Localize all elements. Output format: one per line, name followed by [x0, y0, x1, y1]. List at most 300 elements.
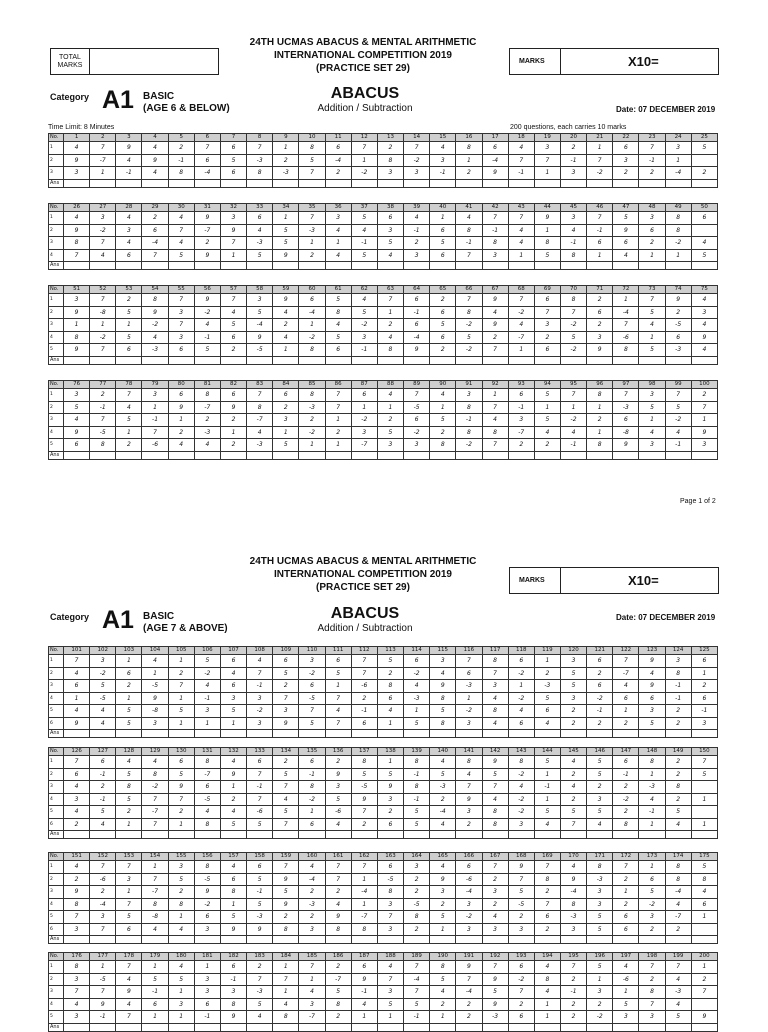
- number-cell: 3: [116, 224, 142, 237]
- answer-cell[interactable]: [508, 262, 534, 270]
- number-cell: 3: [325, 781, 351, 794]
- answer-cell[interactable]: [560, 262, 586, 270]
- answer-cell[interactable]: [64, 262, 90, 270]
- answer-cell[interactable]: [534, 179, 560, 187]
- number-cell: 5: [168, 973, 194, 986]
- answer-cell[interactable]: [194, 451, 220, 459]
- number-cell: 4: [168, 439, 194, 452]
- answer-cell[interactable]: [351, 356, 377, 364]
- number-cell: 5: [273, 806, 299, 819]
- number-cell: 7: [482, 781, 508, 794]
- answer-cell[interactable]: [377, 730, 403, 738]
- ans-label: Ans: [49, 730, 64, 738]
- answer-cell[interactable]: [613, 179, 639, 187]
- number-cell: 2: [377, 414, 403, 427]
- number-cell: 1: [534, 224, 560, 237]
- answer-cell[interactable]: [116, 262, 142, 270]
- answer-cell[interactable]: [168, 831, 194, 839]
- answer-cell[interactable]: [508, 179, 534, 187]
- number-cell: 4: [613, 680, 639, 693]
- answer-cell[interactable]: [665, 1023, 691, 1031]
- question-number: 139: [404, 748, 430, 756]
- answer-cell[interactable]: [587, 356, 613, 364]
- row-index: 2: [49, 401, 64, 414]
- answer-cell[interactable]: [377, 179, 403, 187]
- answer-cell[interactable]: [194, 262, 220, 270]
- answer-cell[interactable]: [351, 179, 377, 187]
- number-cell: 1: [116, 426, 142, 439]
- answer-cell[interactable]: [168, 1023, 194, 1031]
- answer-cell[interactable]: [273, 1023, 299, 1031]
- answer-cell[interactable]: [665, 730, 691, 738]
- number-cell: 1: [194, 961, 220, 974]
- answer-cell[interactable]: [456, 451, 482, 459]
- answer-cell[interactable]: [404, 179, 430, 187]
- answer-cell[interactable]: [613, 356, 639, 364]
- answer-cell[interactable]: [299, 179, 325, 187]
- answer-cell[interactable]: [482, 179, 508, 187]
- answer-cell[interactable]: [691, 451, 717, 459]
- answer-cell[interactable]: [194, 831, 220, 839]
- number-cell: -4: [430, 806, 456, 819]
- answer-cell[interactable]: [64, 730, 90, 738]
- answer-cell[interactable]: [639, 730, 665, 738]
- answer-cell[interactable]: [691, 730, 717, 738]
- number-cell: 3: [377, 898, 403, 911]
- answer-cell[interactable]: [560, 730, 586, 738]
- answer-cell[interactable]: [456, 831, 482, 839]
- number-cell: 7: [560, 818, 586, 831]
- answer-cell[interactable]: [639, 831, 665, 839]
- answer-cell[interactable]: [508, 1023, 534, 1031]
- answer-cell[interactable]: [168, 356, 194, 364]
- question-number: 197: [613, 953, 639, 961]
- number-cell: -3: [613, 401, 639, 414]
- answer-cell[interactable]: [116, 451, 142, 459]
- answer-cell[interactable]: [325, 262, 351, 270]
- number-cell: 4: [639, 426, 665, 439]
- answer-cell[interactable]: [639, 1023, 665, 1031]
- answer-cell[interactable]: [482, 356, 508, 364]
- answer-cell[interactable]: [534, 730, 560, 738]
- answer-cell[interactable]: [64, 179, 90, 187]
- number-cell: 6: [325, 142, 351, 155]
- number-cell: 2: [665, 306, 691, 319]
- answer-cell[interactable]: [404, 451, 430, 459]
- answer-cell[interactable]: [482, 730, 508, 738]
- number-cell: 2: [64, 818, 90, 831]
- number-cell: -2: [247, 705, 273, 718]
- answer-cell[interactable]: [220, 451, 246, 459]
- number-cell: 7: [560, 961, 586, 974]
- answer-cell[interactable]: [404, 1023, 430, 1031]
- answer-cell[interactable]: [64, 936, 90, 944]
- number-cell: 4: [691, 886, 717, 899]
- answer-cell[interactable]: [587, 1023, 613, 1031]
- number-cell: 4: [560, 224, 586, 237]
- number-cell: 8: [482, 705, 508, 718]
- number-cell: -1: [404, 768, 430, 781]
- answer-cell[interactable]: [587, 262, 613, 270]
- answer-cell[interactable]: [273, 356, 299, 364]
- number-cell: 1: [534, 998, 560, 1011]
- number-cell: 2: [377, 667, 403, 680]
- answer-cell[interactable]: [482, 831, 508, 839]
- question-number: 132: [220, 748, 246, 756]
- number-cell: 9: [64, 886, 90, 899]
- number-cell: -1: [508, 401, 534, 414]
- table-row: [49, 294, 718, 307]
- answer-cell[interactable]: [299, 1023, 325, 1031]
- number-cell: 8: [456, 142, 482, 155]
- answer-cell[interactable]: [430, 451, 456, 459]
- answer-cell[interactable]: [325, 356, 351, 364]
- answer-cell[interactable]: [665, 262, 691, 270]
- answer-cell[interactable]: [560, 1023, 586, 1031]
- number-cell: 1: [116, 655, 142, 668]
- answer-cell[interactable]: [220, 1023, 246, 1031]
- number-cell: 4: [194, 680, 220, 693]
- number-cell: 6: [534, 344, 560, 357]
- no-label: No.: [49, 286, 64, 294]
- answer-cell[interactable]: [456, 936, 482, 944]
- competition-title-p1: [200, 36, 526, 75]
- answer-cell[interactable]: [482, 1023, 508, 1031]
- answer-cell[interactable]: [325, 451, 351, 459]
- answer-cell[interactable]: [142, 831, 168, 839]
- answer-cell[interactable]: [64, 1023, 90, 1031]
- answer-cell[interactable]: [351, 730, 377, 738]
- answer-cell[interactable]: [90, 1023, 116, 1031]
- answer-cell[interactable]: [142, 356, 168, 364]
- number-cell: 6: [456, 667, 482, 680]
- answer-cell[interactable]: [482, 451, 508, 459]
- number-cell: 3: [247, 717, 273, 730]
- answer-cell[interactable]: [587, 451, 613, 459]
- question-number: 146: [587, 748, 613, 756]
- answer-cell[interactable]: [691, 1023, 717, 1031]
- answer-cell[interactable]: [377, 831, 403, 839]
- answer-cell[interactable]: [90, 356, 116, 364]
- answer-cell[interactable]: [142, 1023, 168, 1031]
- answer-cell[interactable]: [534, 1023, 560, 1031]
- answer-cell[interactable]: [273, 262, 299, 270]
- answer-cell[interactable]: [404, 730, 430, 738]
- number-cell: 2: [613, 806, 639, 819]
- answer-cell[interactable]: [665, 936, 691, 944]
- number-cell: -4: [456, 986, 482, 999]
- number-cell: 8: [273, 1011, 299, 1024]
- answer-cell[interactable]: [247, 831, 273, 839]
- answer-cell[interactable]: [613, 831, 639, 839]
- number-cell: 1: [587, 426, 613, 439]
- answer-cell[interactable]: [90, 730, 116, 738]
- answer-cell[interactable]: [665, 179, 691, 187]
- answer-cell[interactable]: [377, 262, 403, 270]
- answer-cell[interactable]: [220, 262, 246, 270]
- answer-cell[interactable]: [142, 179, 168, 187]
- answer-cell[interactable]: [560, 936, 586, 944]
- number-cell: 1: [168, 655, 194, 668]
- number-cell: 1: [534, 655, 560, 668]
- table-row: [49, 923, 718, 936]
- answer-cell[interactable]: [142, 262, 168, 270]
- answer-cell[interactable]: [194, 1023, 220, 1031]
- question-number: 174: [665, 853, 691, 861]
- answer-cell[interactable]: [508, 730, 534, 738]
- answer-cell[interactable]: [508, 356, 534, 364]
- answer-cell[interactable]: [325, 1023, 351, 1031]
- answer-cell[interactable]: [142, 730, 168, 738]
- answer-cell[interactable]: [273, 831, 299, 839]
- answer-cell[interactable]: [351, 936, 377, 944]
- answer-cell[interactable]: [142, 936, 168, 944]
- number-cell: 1: [168, 818, 194, 831]
- answer-cell[interactable]: [194, 179, 220, 187]
- answer-cell[interactable]: [351, 451, 377, 459]
- answer-cell[interactable]: [247, 730, 273, 738]
- number-cell: 3: [90, 655, 116, 668]
- answer-cell[interactable]: [325, 179, 351, 187]
- answer-cell[interactable]: [220, 730, 246, 738]
- answer-cell[interactable]: [220, 831, 246, 839]
- number-cell: 4: [613, 249, 639, 262]
- answer-cell[interactable]: [247, 356, 273, 364]
- number-cell: 4: [560, 781, 586, 794]
- number-cell: 3: [430, 655, 456, 668]
- number-cell: 6: [691, 692, 717, 705]
- answer-cell[interactable]: [534, 451, 560, 459]
- question-number: 38: [377, 204, 403, 212]
- answer-cell[interactable]: [587, 936, 613, 944]
- number-cell: 2: [665, 923, 691, 936]
- answer-cell[interactable]: [168, 730, 194, 738]
- table-row: [49, 961, 718, 974]
- number-cell: 9: [273, 717, 299, 730]
- row-index: 3: [49, 886, 64, 899]
- answer-cell[interactable]: [430, 179, 456, 187]
- answer-cell[interactable]: [299, 831, 325, 839]
- answer-cell[interactable]: [665, 451, 691, 459]
- number-cell: 6: [220, 167, 246, 180]
- answer-cell[interactable]: [456, 1023, 482, 1031]
- answer-cell[interactable]: [64, 451, 90, 459]
- answer-cell[interactable]: [351, 831, 377, 839]
- number-cell: 3: [377, 224, 403, 237]
- answer-cell[interactable]: [325, 936, 351, 944]
- answer-cell[interactable]: [64, 356, 90, 364]
- number-cell: -1: [90, 1011, 116, 1024]
- answer-cell[interactable]: [351, 1023, 377, 1031]
- question-number: 168: [508, 853, 534, 861]
- answer-cell[interactable]: [560, 179, 586, 187]
- answer-cell[interactable]: [404, 936, 430, 944]
- answer-cell[interactable]: [377, 356, 403, 364]
- answer-cell[interactable]: [325, 831, 351, 839]
- number-cell: -6: [90, 873, 116, 886]
- row-index: 2: [49, 973, 64, 986]
- answer-cell[interactable]: [194, 936, 220, 944]
- answer-cell[interactable]: [247, 936, 273, 944]
- answer-cell[interactable]: [168, 262, 194, 270]
- answer-cell[interactable]: [194, 356, 220, 364]
- answer-cell[interactable]: [560, 356, 586, 364]
- answer-cell[interactable]: [482, 262, 508, 270]
- answer-cell[interactable]: [377, 451, 403, 459]
- answer-cell[interactable]: [247, 451, 273, 459]
- answer-cell[interactable]: [404, 356, 430, 364]
- answer-cell[interactable]: [587, 179, 613, 187]
- answer-cell[interactable]: [247, 179, 273, 187]
- answer-cell[interactable]: [273, 451, 299, 459]
- answer-cell[interactable]: [534, 262, 560, 270]
- answer-cell[interactable]: [299, 262, 325, 270]
- answer-cell[interactable]: [220, 179, 246, 187]
- answer-cell[interactable]: [456, 262, 482, 270]
- answer-cell[interactable]: [534, 936, 560, 944]
- answer-cell[interactable]: [299, 356, 325, 364]
- answer-cell[interactable]: [587, 730, 613, 738]
- number-cell: 5: [247, 873, 273, 886]
- answer-cell[interactable]: [665, 831, 691, 839]
- number-cell: 3: [90, 911, 116, 924]
- answer-cell[interactable]: [142, 451, 168, 459]
- answer-cell[interactable]: [691, 356, 717, 364]
- answer-cell[interactable]: [299, 451, 325, 459]
- answer-cell[interactable]: [299, 936, 325, 944]
- answer-cell[interactable]: [534, 831, 560, 839]
- answer-cell[interactable]: [613, 730, 639, 738]
- number-cell: -2: [456, 439, 482, 452]
- number-cell: -1: [404, 224, 430, 237]
- answer-cell[interactable]: [639, 179, 665, 187]
- answer-cell[interactable]: [404, 262, 430, 270]
- answer-cell[interactable]: [430, 730, 456, 738]
- answer-cell[interactable]: [534, 356, 560, 364]
- number-cell: 5: [351, 768, 377, 781]
- answer-cell[interactable]: [639, 936, 665, 944]
- number-cell: 4: [220, 861, 246, 874]
- answer-cell[interactable]: [482, 936, 508, 944]
- answer-cell[interactable]: [430, 262, 456, 270]
- answer-cell[interactable]: [613, 451, 639, 459]
- number-cell: -7: [665, 911, 691, 924]
- answer-cell[interactable]: [273, 730, 299, 738]
- number-cell: 8: [377, 344, 403, 357]
- answer-cell[interactable]: [116, 179, 142, 187]
- answer-cell[interactable]: [430, 1023, 456, 1031]
- answer-cell[interactable]: [90, 831, 116, 839]
- question-number: 16: [456, 134, 482, 142]
- number-cell: 5: [691, 861, 717, 874]
- answer-cell[interactable]: [116, 1023, 142, 1031]
- answer-cell[interactable]: [560, 831, 586, 839]
- answer-cell[interactable]: [116, 356, 142, 364]
- answer-cell[interactable]: [90, 451, 116, 459]
- number-cell: 3: [404, 167, 430, 180]
- answer-cell[interactable]: [325, 730, 351, 738]
- number-cell: 2: [508, 439, 534, 452]
- answer-cell[interactable]: [90, 262, 116, 270]
- number-cell: -1: [665, 680, 691, 693]
- answer-cell[interactable]: [430, 356, 456, 364]
- answer-cell[interactable]: [691, 936, 717, 944]
- answer-cell[interactable]: [247, 262, 273, 270]
- answer-cell[interactable]: [404, 831, 430, 839]
- answer-cell[interactable]: [351, 262, 377, 270]
- answer-cell[interactable]: [194, 730, 220, 738]
- number-cell: 4: [534, 986, 560, 999]
- answer-cell[interactable]: [377, 936, 403, 944]
- answer-cell[interactable]: [64, 831, 90, 839]
- answer-cell[interactable]: [560, 451, 586, 459]
- table-row: [49, 717, 718, 730]
- answer-cell[interactable]: [691, 831, 717, 839]
- number-cell: 7: [273, 861, 299, 874]
- question-number: 179: [142, 953, 168, 961]
- answer-cell[interactable]: [691, 179, 717, 187]
- answer-cell[interactable]: [90, 936, 116, 944]
- answer-cell[interactable]: [116, 831, 142, 839]
- answer-cell[interactable]: [613, 262, 639, 270]
- answer-cell[interactable]: [273, 936, 299, 944]
- answer-cell[interactable]: [613, 936, 639, 944]
- answer-cell[interactable]: [456, 356, 482, 364]
- answer-cell[interactable]: [508, 451, 534, 459]
- number-cell: 8: [194, 818, 220, 831]
- number-cell: 5: [665, 806, 691, 819]
- answer-cell[interactable]: [508, 936, 534, 944]
- answer-cell[interactable]: [90, 179, 116, 187]
- answer-cell[interactable]: [639, 262, 665, 270]
- answer-cell[interactable]: [116, 936, 142, 944]
- answer-cell[interactable]: [220, 356, 246, 364]
- answer-cell[interactable]: [430, 831, 456, 839]
- answer-cell[interactable]: [168, 179, 194, 187]
- answer-cell[interactable]: [247, 1023, 273, 1031]
- number-cell: 1: [691, 667, 717, 680]
- number-cell: 4: [351, 224, 377, 237]
- answer-cell[interactable]: [665, 356, 691, 364]
- number-cell: -2: [560, 319, 586, 332]
- answer-cell[interactable]: [587, 831, 613, 839]
- answer-cell[interactable]: [456, 730, 482, 738]
- answer-cell[interactable]: [639, 451, 665, 459]
- number-cell: [691, 781, 717, 794]
- answer-cell[interactable]: [168, 936, 194, 944]
- answer-cell[interactable]: [168, 451, 194, 459]
- question-number: 147: [613, 748, 639, 756]
- number-cell: -3: [299, 224, 325, 237]
- answer-cell[interactable]: [613, 1023, 639, 1031]
- number-cell: -2: [508, 667, 534, 680]
- question-number: 116: [456, 647, 482, 655]
- number-cell: -5: [142, 680, 168, 693]
- answer-cell[interactable]: [456, 179, 482, 187]
- answer-cell[interactable]: [691, 262, 717, 270]
- answer-cell[interactable]: [299, 730, 325, 738]
- answer-cell[interactable]: [116, 730, 142, 738]
- answer-cell[interactable]: [273, 179, 299, 187]
- answer-cell[interactable]: [639, 356, 665, 364]
- answer-cell[interactable]: [508, 831, 534, 839]
- number-cell: 4: [665, 818, 691, 831]
- answer-cell[interactable]: [377, 1023, 403, 1031]
- answer-cell[interactable]: [220, 936, 246, 944]
- number-cell: 9: [560, 873, 586, 886]
- answer-cell[interactable]: [430, 936, 456, 944]
- number-cell: 8: [377, 886, 403, 899]
